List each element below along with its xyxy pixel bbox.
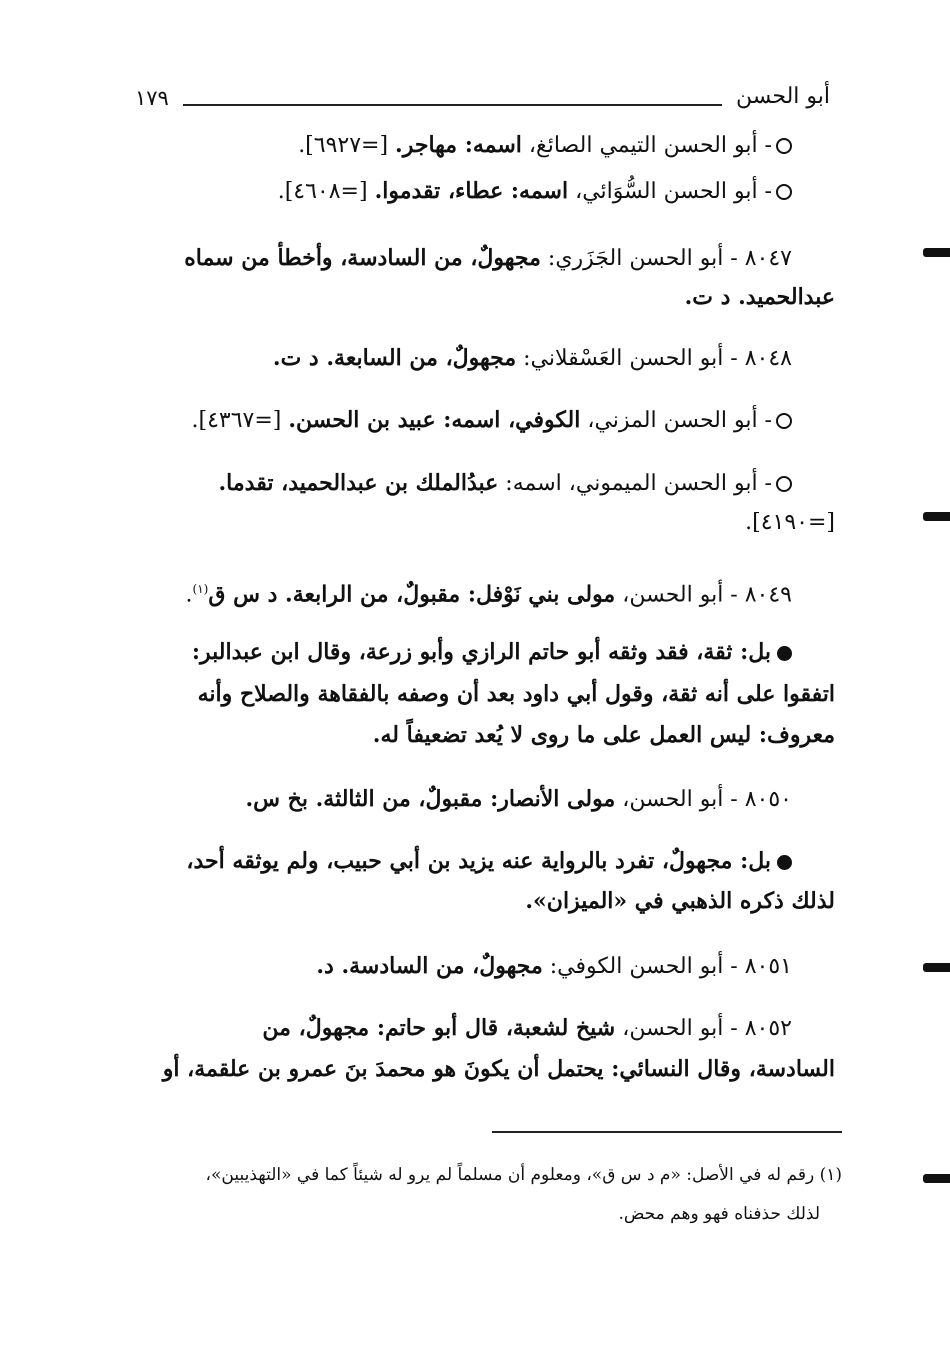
margin-mark — [923, 963, 950, 972]
entry-line: معروف: ليس العمل على ما روى لا يُعد تضعيفاً له. — [372, 722, 835, 748]
entry-line: عبدالحميد. د ت. — [684, 284, 835, 310]
entry-line: [=٤١٩٠]. — [745, 510, 835, 535]
footnote-rule — [492, 1131, 842, 1133]
entry-line: ٨٠٥٢ - أبو الحسن، شيخ لشعبة، قال أبو حاتم: مجهولٌ، من — [262, 1015, 792, 1041]
bullet-dot-icon — [777, 646, 792, 661]
entry-line: ٨٠٤٩ - أبو الحسن، مولى بني نَوْفل: مقبولٌ، من الرابعة. د س ق$^{(١)}$. — [185, 581, 792, 608]
header-rule — [183, 104, 722, 106]
footnote-line: (١) رقم له في الأصل: «م د س ق»، ومعلوم أن مسلماً لم يرو له شيئاً كما في «التهذيبين»، — [205, 1165, 842, 1185]
margin-mark — [923, 1174, 950, 1183]
entry-line: - أبو الحسن التيمي الصائغ، اسمه: مهاجر. [=٦٩٢٧]. — [298, 130, 792, 161]
margin-mark — [923, 248, 950, 257]
entry-line: - أبو الحسن المزني، الكوفي، اسمه: عبيد بن الحسن. [=٤٣٦٧]. — [192, 405, 792, 436]
footnote-line: لذلك حذفناه فهو وهم محض. — [618, 1204, 820, 1224]
page-number: ١٧٩ — [135, 86, 169, 110]
entry-line: بل: ثقة، فقد وثقه أبو حاتم الرازي وأبو زرعة، وقال ابن عبدالبر: — [192, 637, 792, 668]
entry-line: اتفقوا على أنه ثقة، وقول أبي داود بعد أن وصفه بالفقاهة والصلاح وأنه — [197, 681, 835, 707]
running-title: أبو الحسن — [730, 84, 830, 109]
entry-line: - أبو الحسن الميموني، اسمه: عبدُالملك بن عبدالحميد، تقدما. — [219, 468, 793, 499]
entry-line: - أبو الحسن السُّوَائي، اسمه: عطاء، تقدموا. [=٤٦٠٨]. — [278, 176, 792, 207]
bullet-dot-icon — [777, 855, 792, 870]
circle-marker-icon — [776, 184, 792, 200]
circle-marker-icon — [776, 413, 792, 429]
page-header — [135, 84, 830, 118]
entry-line: ٨٠٥١ - أبو الحسن الكوفي: مجهولٌ، من السادسة. د. — [316, 953, 792, 979]
margin-mark — [923, 512, 950, 521]
entry-line: لذلك ذكره الذهبي في «الميزان». — [525, 888, 835, 914]
circle-marker-icon — [776, 476, 792, 492]
entry-line: بل: مجهولٌ، تفرد بالرواية عنه يزيد بن أبي حبيب، ولم يوثقه أحد، — [186, 846, 792, 877]
circle-marker-icon — [776, 138, 792, 154]
entry-line: السادسة، وقال النسائي: يحتمل أن يكونَ هو محمدَ بنَ عمرو بن علقمة، أو — [162, 1056, 835, 1082]
entry-line: ٨٠٤٧ - أبو الحسن الجَزَري: مجهولٌ، من السادسة، وأخطأ من سماه — [184, 245, 792, 271]
entry-line: ٨٠٤٨ - أبو الحسن العَسْقلاني: مجهولٌ، من السابعة. د ت. — [272, 345, 792, 371]
entry-line: ٨٠٥٠ - أبو الحسن، مولى الأنصار: مقبولٌ، من الثالثة. بخ س. — [245, 786, 792, 812]
